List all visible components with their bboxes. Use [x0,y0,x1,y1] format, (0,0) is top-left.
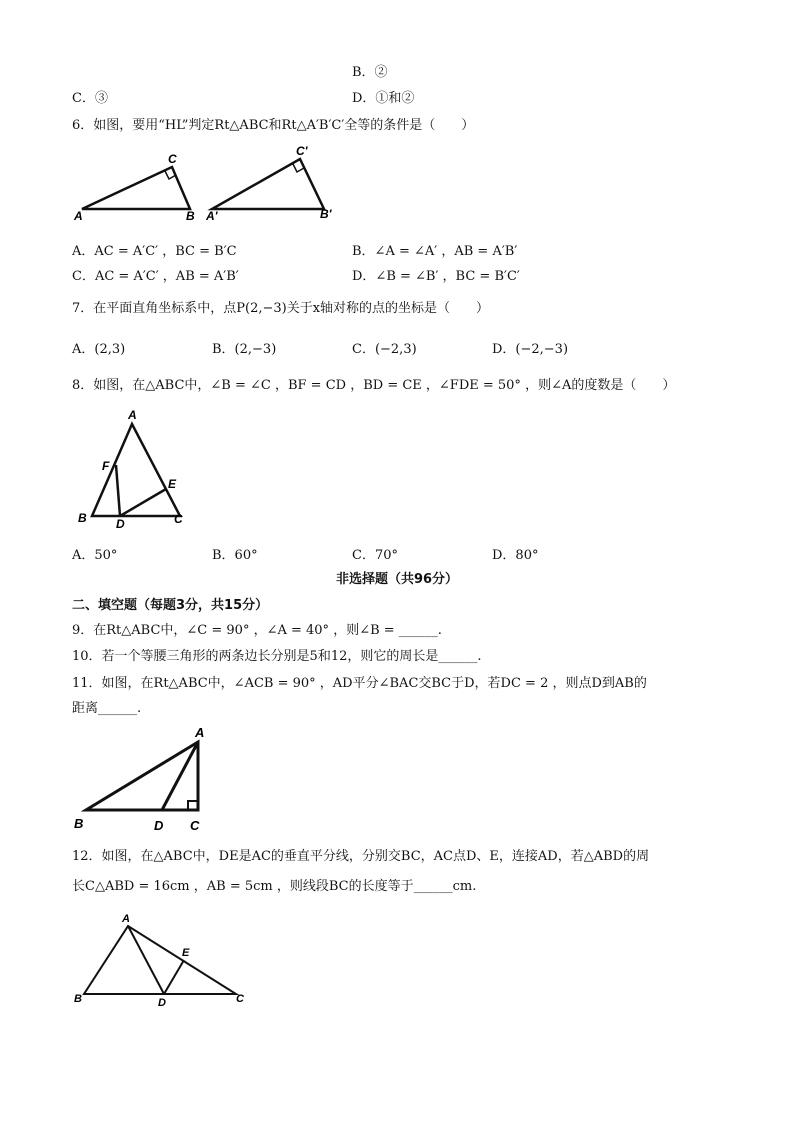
q6-stem: 6．如图，要用“HL”判定Rt△ABC和Rt△A′B′C′全等的条件是（ ） [72,118,475,133]
q6-fig2-label-a: A' [206,209,218,223]
q10-stem: 10．若一个等腰三角形的两条边长分别是5和12，则它的周长是______. [72,649,482,664]
q8-option-d: D．80° [492,548,539,563]
part2-heading: 非选择题（共96分） [335,572,459,587]
q11-label-a: A [195,725,205,740]
q11-label-d: D [154,818,164,833]
q6-option-d: D．∠B = ∠B′ ，BC = B′C′ [352,269,520,284]
q5-option-c: C．③ [72,91,108,106]
q6-option-b: B．∠A = ∠A′ ，AB = A′B′ [352,244,518,259]
q12-stem-line2: 长C△ABD = 16cm ，AB = 5cm ，则线段BC的长度等于______cm. [72,879,477,894]
q12-label-a: A [122,913,130,925]
q11-figure [70,722,220,837]
q12-label-d: D [158,997,166,1009]
q11-label-c: C [190,818,200,833]
q8-label-c: C [174,512,183,526]
q8-label-b: B [78,511,87,525]
q12-figure [70,912,260,1012]
q6-fig2-label-c: C' [296,144,308,158]
q5-option-d: D．①和② [352,91,415,106]
q12-label-b: B [74,993,82,1005]
q7-option-a: A．(2,3) [72,342,126,357]
q8-label-d: D [116,517,125,531]
q8-label-f: F [102,459,110,473]
q7-option-b: B．(2,−3) [212,342,277,357]
q12-label-e: E [182,947,190,959]
q12-stem-line1: 12．如图，在△ABC中，DE是AC的垂直平分线，分别交BC，AC点D、E，连接AD，若△ABD的周 [72,849,650,864]
q6-fig1-label-a: A [74,209,83,223]
q7-stem: 7．在平面直角坐标系中，点P(2,−3)关于x轴对称的点的坐标是（ ） [72,301,490,316]
section-heading-fill-blank: 二、填空题（每题3分，共15分） [72,598,269,613]
q8-label-e: E [168,477,177,491]
q6-option-a: A．AC = A′C′ ，BC = B′C [72,244,237,259]
q5-option-b: B．② [352,65,388,80]
q11-stem-line1: 11．如图，在Rt△ABC中，∠ACB = 90° ，AD平分∠BAC交BC于D，若DC = 2 ，则点D到AB的 [72,676,647,691]
q8-label-a: A [128,408,137,422]
q8-option-b: B．60° [212,548,258,563]
q6-fig1-label-b: B [186,209,195,223]
q6-fig2-label-b: B' [320,207,332,221]
q6-option-c: C．AC = A′C′ ，AB = A′B′ [72,269,239,284]
q6-fig1-label-c: C [168,152,177,166]
q11-stem-line2: 距离______. [72,701,142,716]
q8-option-a: A．50° [72,548,118,563]
q7-option-c: C．(−2,3) [352,342,417,357]
q7-option-d: D．(−2,−3) [492,342,569,357]
q12-label-c: C [236,993,244,1005]
q9-stem: 9．在Rt△ABC中，∠C = 90° ，∠A = 40° ，则∠B = ______. [72,623,442,638]
q8-stem: 8．如图，在△ABC中，∠B = ∠C ，BF = CD ，BD = CE ，∠FDE = 50° ，则∠A的度数是（ ） [72,378,676,393]
q8-figure [72,404,202,534]
q6-figure [70,143,350,228]
q11-label-b: B [74,816,84,831]
q8-option-c: C．70° [352,548,398,563]
